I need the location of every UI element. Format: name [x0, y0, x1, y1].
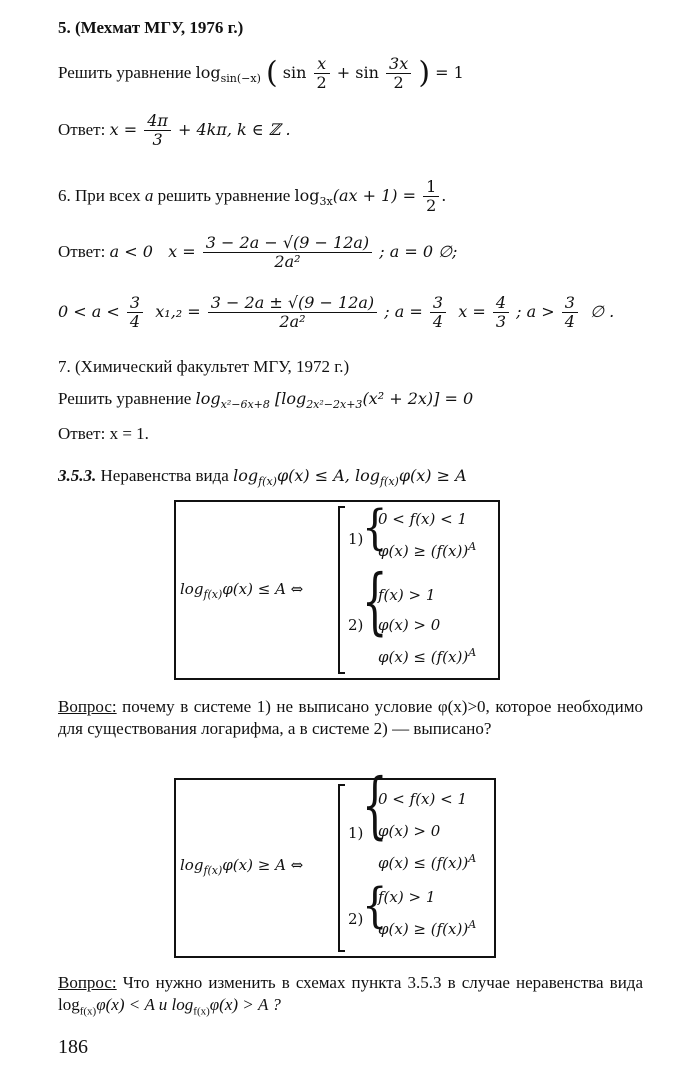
- inequality-box-1: [174, 500, 500, 680]
- task-text: Решить уравнение: [58, 63, 192, 82]
- title-end: φ(x) ≥ A: [398, 466, 467, 485]
- sin-symbol: sin: [282, 63, 307, 82]
- question-text: почему в системе 1) не выписано условие φ(x)>0, которое необходимо для существования логарифма, а в системе 2) — выписано?: [58, 697, 643, 738]
- log-base-2: f(x): [193, 1005, 210, 1018]
- section-text: Неравенства вида: [100, 466, 229, 485]
- outer-bracket: [338, 784, 345, 952]
- question-text: Что нужно изменить в схемах пункта 3.5.3 в случае неравенства вида log: [58, 973, 643, 1014]
- log-symbol: log: [195, 389, 221, 408]
- brace-1: {: [362, 764, 388, 848]
- problem-7-equation: [58, 389, 473, 411]
- s1-line2: φ(x) > 0: [378, 822, 441, 840]
- log-base: f(x): [203, 864, 223, 877]
- fraction: $\frac{3x}{2}$: [386, 55, 411, 92]
- problem-6-heading: 6. При всех a решить уравнение $\log_{3x}(ax + 1)$ = $\frac{1}{2}$ .: [58, 177, 447, 215]
- plus-sin: + sin: [336, 63, 379, 82]
- x-eq: x =: [168, 242, 196, 261]
- box1-lhs: [180, 580, 303, 601]
- s2-line2: φ(x) > 0: [378, 616, 441, 634]
- s1-l2-sup: A: [468, 540, 477, 553]
- s1-line2: [378, 540, 476, 560]
- brace-2: {: [362, 878, 388, 934]
- question-end: φ(x) > A ?: [209, 995, 281, 1014]
- problem-7-answer: Ответ: x = 1.: [58, 424, 149, 443]
- s1-l3-text: φ(x) ≤ (f(x)): [378, 854, 469, 872]
- log-symbol-2: [log: [274, 389, 307, 408]
- s2-l3-text: φ(x) ≤ (f(x)): [378, 648, 469, 666]
- lhs-rest: φ(x) ≤ A ⇔: [222, 580, 304, 598]
- question-1: [58, 696, 643, 740]
- task-text: Решить уравнение: [58, 389, 192, 408]
- problem-7-heading: 7. (Химический факультет МГУ, 1972 г.): [58, 357, 350, 376]
- fraction: $\frac{3}{4}$: [127, 294, 143, 331]
- fraction: $\frac{3 - 2a - √(9 - 12a)}{\text{2a²}}$: [203, 234, 372, 271]
- s2-l2-sup: A: [468, 918, 477, 931]
- question-mid: φ(x) < A и log: [96, 995, 194, 1014]
- empty-set: ∅ .: [590, 302, 615, 321]
- problem-6-answer-line1: [58, 234, 457, 271]
- answer-rest: + 4kπ, k ∈ ℤ .: [178, 120, 291, 139]
- log-base-2: f(x): [379, 475, 399, 489]
- fraction: $\frac{3 - 2a \pm √(9 - 12a)}{\text{2a²}}$: [208, 294, 377, 331]
- s2-line3: [378, 646, 476, 666]
- log-arg: (x² + 2x)] = 0: [362, 389, 474, 408]
- fraction: $\frac{x}{2}$: [314, 55, 330, 92]
- log-base-2: 2x²−2x+3: [306, 398, 363, 412]
- question-label: Вопрос:: [58, 973, 117, 992]
- x-eq: x₁,₂ =: [155, 302, 201, 321]
- brace-1: {: [362, 500, 388, 556]
- s2-l3-sup: A: [468, 646, 477, 659]
- s2-line2: [378, 918, 476, 938]
- log-base: x²−6x+8: [220, 398, 270, 412]
- question-2: [58, 972, 643, 1022]
- log-symbol: log: [180, 580, 204, 598]
- s1-line1: 0 < f(x) < 1: [378, 510, 468, 528]
- log-base: f(x): [79, 1005, 97, 1018]
- lhs-rest: φ(x) ≥ A ⇔: [222, 856, 304, 874]
- s2-line1: f(x) > 1: [378, 888, 436, 906]
- problem-5-equation: Решить уравнение $\log_{sin(-x)}$ ( sin $\frac{x}{2}$ + sin $\frac{3x}{2}$ ) = 1: [58, 54, 464, 92]
- section-number: 3.5.3.: [58, 466, 97, 485]
- log-arg: (ax + 1) =: [332, 186, 417, 205]
- system-1-label: 1): [348, 824, 364, 842]
- condition: a < 0: [109, 242, 153, 261]
- fraction: $\frac{3}{4}$: [430, 294, 446, 331]
- log-base: f(x): [203, 588, 223, 601]
- box2-lhs: [180, 856, 303, 877]
- system-2-label: 2): [348, 616, 364, 634]
- x2-eq: x =: [458, 302, 486, 321]
- condition: 0 < a <: [58, 302, 120, 321]
- rhs: = 1: [435, 63, 464, 82]
- problem-6-answer-line2: [58, 294, 614, 331]
- log-base: f(x): [258, 475, 277, 489]
- heading-text: 6. При всех: [58, 186, 141, 205]
- log-symbol: log: [180, 856, 204, 874]
- s1-l3-sup: A: [468, 852, 477, 865]
- inequality-box-2: [174, 764, 496, 958]
- log-base: 3x: [319, 195, 333, 209]
- fraction: $\frac{4}{3}$: [493, 294, 509, 331]
- heading-var: a: [144, 186, 154, 205]
- system-1-label: 1): [348, 530, 364, 548]
- log-symbol: log: [233, 466, 259, 485]
- log-symbol: log: [294, 186, 320, 205]
- outer-bracket: [338, 506, 345, 674]
- page-number: 186: [58, 1036, 88, 1058]
- fraction: $\frac{3}{4}$: [562, 294, 578, 331]
- title-mid: φ(x) ≤ A, log: [276, 466, 380, 485]
- log-base: sin(−x): [220, 72, 261, 86]
- s2-line1: f(x) > 1: [378, 586, 436, 604]
- answer-x: x =: [109, 120, 138, 139]
- problem-5-heading: 5. (Мехмат МГУ, 1976 г.): [58, 18, 244, 37]
- problem-5-answer: [58, 112, 291, 149]
- s1-line3: [378, 852, 476, 872]
- brace-2: {: [362, 560, 388, 644]
- answer-label: Ответ:: [58, 120, 106, 139]
- fraction: $\frac{4\pi}{3}$: [144, 112, 171, 149]
- a-gt: ; a >: [516, 302, 555, 321]
- s1-line1: 0 < f(x) < 1: [378, 790, 468, 808]
- system-2-label: 2): [348, 910, 364, 928]
- s1-l2-text: φ(x) ≥ (f(x)): [378, 542, 469, 560]
- fraction: $\frac{1}{2}$: [423, 178, 439, 215]
- log-symbol: log: [195, 63, 221, 82]
- section-title: [58, 466, 467, 488]
- rest: ; a = 0 ∅;: [379, 242, 458, 261]
- a-eq: ; a =: [384, 302, 423, 321]
- answer-label: Ответ:: [58, 242, 106, 261]
- question-label: Вопрос:: [58, 697, 117, 716]
- s2-l2-text: φ(x) ≥ (f(x)): [378, 920, 469, 938]
- heading-rest: решить уравнение: [157, 186, 291, 205]
